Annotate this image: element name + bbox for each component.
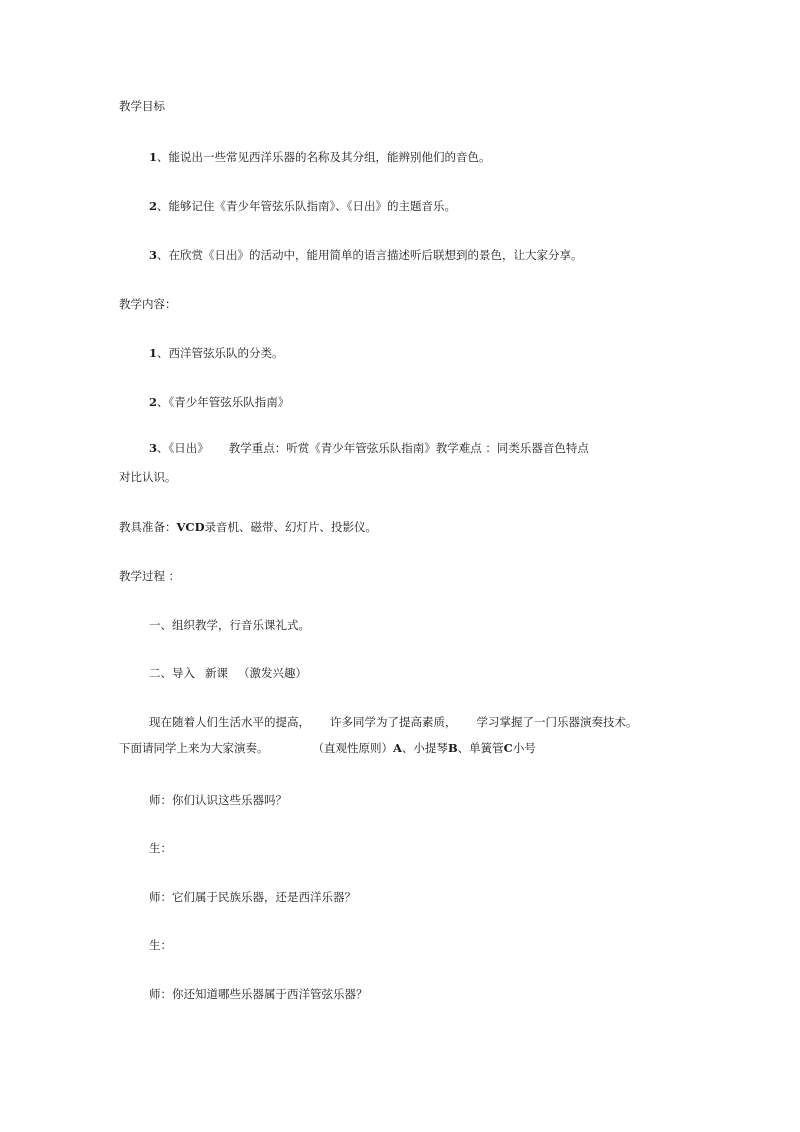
step-2-b: 新课 (205, 666, 228, 680)
process-heading: 教学过程 ： (119, 569, 181, 583)
goals-heading: 教学目标 (119, 99, 165, 113)
content-number: 3 (149, 441, 158, 455)
content-item-2 (149, 395, 289, 409)
option-c-text: 小号 (512, 741, 536, 755)
tools-list: 录音机、磁带、幻灯片、投影仪。 (204, 520, 378, 534)
dialogue-line: 生： (149, 841, 172, 855)
content-heading: 教学内容： (119, 297, 177, 311)
option-b-letter: B (447, 741, 458, 755)
intro-text-a: 现在随着人们生活水平的提高， (149, 715, 310, 729)
intro-line-2 (119, 741, 536, 755)
goal-item-2 (149, 199, 456, 213)
goal-number: 1 (149, 150, 158, 164)
goal-item-3 (149, 248, 583, 262)
intro-text-d: 下面请同学上来为大家演奏。 (119, 741, 269, 755)
intro-text-c: 学习掌握了一门乐器演奏技术。 (476, 715, 638, 729)
step-1: 一、组织教学，行音乐课礼式。 (149, 618, 310, 632)
content-text: 、西洋管弦乐队的分类。 (157, 346, 284, 360)
content-item-3-continued: 对比认识。 (119, 470, 177, 484)
option-a-text: 、小提琴 (401, 741, 448, 755)
dialogue-line: 师：它们属于民族乐器，还是西洋乐器？ (149, 890, 356, 904)
tools-label: 教具准备： (119, 520, 177, 534)
goal-number: 3 (149, 248, 158, 262)
intro-line-1 (149, 715, 638, 729)
option-b-text: 、单簧管 (457, 741, 504, 755)
step-2-c: （激发兴趣） (238, 666, 307, 680)
dialogue-line: 生： (149, 938, 172, 952)
dialogue-line: 师：你还知道哪些乐器属于西洋管弦乐器？ (149, 987, 368, 1001)
goal-text: 、在欣赏《日出》的活动中，能用简单的语言描述听后联想到的景色，让大家分享。 (157, 248, 583, 262)
goal-item-1 (149, 150, 491, 164)
intro-text-b: 许多同学为了提高素质， (330, 715, 457, 729)
step-2 (149, 666, 307, 680)
content-number: 1 (149, 346, 158, 360)
teaching-focus-text: 教学重点：听赏《青少年管弦乐队指南》教学难点 ：同类乐器音色特点 (228, 441, 589, 455)
content-item-1 (149, 346, 284, 360)
content-item-3 (149, 441, 589, 455)
dialogue-line: 师：你们认识这些乐器吗？ (149, 793, 287, 807)
intro-principle: （直观性原则） (312, 741, 393, 755)
content-text: 、《青少年管弦乐队指南》 (157, 395, 290, 409)
tools-vcd: VCD (176, 520, 205, 534)
content-number: 2 (149, 395, 158, 409)
option-c-letter: C (503, 741, 513, 755)
content-text: 、《日出》 (157, 441, 209, 455)
tools-line (119, 520, 377, 534)
option-a-letter: A (393, 741, 402, 755)
goal-number: 2 (149, 199, 158, 213)
step-2-a: 二、导入 (149, 666, 195, 680)
goal-text: 、能说出一些常见西洋乐器的名称及其分组，能辨别他们的音色。 (157, 150, 491, 164)
goal-text: 、能够记住《青少年管弦乐队指南》、《日出》的主题音乐。 (157, 199, 457, 213)
